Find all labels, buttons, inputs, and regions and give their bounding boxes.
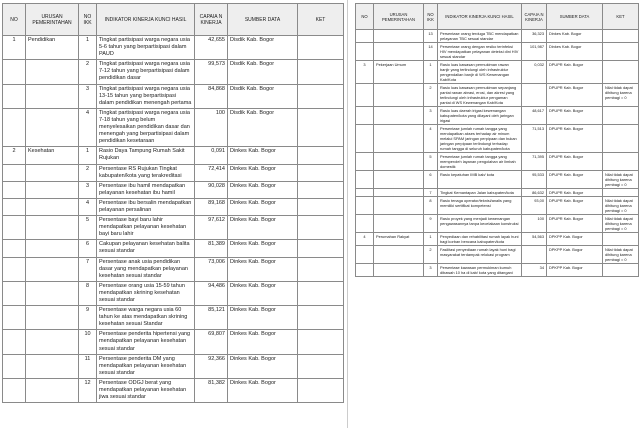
row-sumber: Dinkes Kab. Bogor [228,216,298,240]
row-sumber: Dinkes Kab. Bogor [228,257,298,281]
row-ikk: 6 [79,240,97,257]
row-indikator: Persentase warga negara usia 60 tahun ke atas mendapatkan skrining kesehatan sesuai Standar [97,306,195,330]
row-capaian: 95,533 [522,171,547,189]
row-no: 2 [3,147,26,164]
table-row [3,84,344,108]
table-row [3,164,344,181]
table-row [356,43,639,61]
row-ikk: 2 [424,246,438,264]
row-sumber: Disdik Kab. Bogor [228,84,298,108]
row-urusan [26,108,79,146]
row-ket [603,43,639,61]
row-indikator: Persentase jumlah rumah tangga yang mendapatkan akses terhadap air minum melalui SPAM jaringan perpipaan dan bukan jaringan perpipaan terlindungi terhadap rumah tangga di seluruh kabupaten/kota [438,125,522,153]
row-urusan: Pekerjaan Umum [374,61,424,84]
row-indikator: Rasio luas kawasan permukiman rawan banjir yang terlindungi oleh infrastruktur pengendalian banjir di WS Kewenangan Kab/Kota [438,61,522,84]
table-row [356,264,639,277]
row-urusan [374,264,424,277]
row-urusan [374,246,424,264]
row-indikator: Persentase bayi baru lahir mendapatkan pelayanan kesehatan bayi baru lahir [97,216,195,240]
row-ikk: 8 [79,281,97,305]
page-divider [347,0,348,428]
row-capaian: 42,655 [195,36,228,60]
row-indikator: Tingkat partisipasi warga negara usia 5-6 tahun yang berpartisipasi dalam PAUD [97,36,195,60]
row-capaian: 54,563 [522,233,547,246]
row-urusan: Perumahan Rakyat [374,233,424,246]
header-capaian: CAPAIA N KINERJA [195,4,228,36]
row-no [356,84,374,107]
row-no [3,181,26,198]
row-urusan [26,240,79,257]
row-indikator: Persentase ibu bersalin mendapatkan pelayanan persalinan [97,198,195,215]
row-urusan [26,84,79,108]
row-no [356,215,374,233]
row-urusan [26,257,79,281]
row-sumber: DPUPR Kab. Bogor [547,197,603,215]
header-ket: KET [603,4,639,30]
row-capaian: 81,382 [195,378,228,402]
row-no: 4 [356,233,374,246]
row-urusan [374,30,424,43]
table-row [356,197,639,215]
header-no-ikk: NO IKK [424,4,438,30]
row-sumber: Dinkes Kab. Bogor [228,181,298,198]
row-ikk: 9 [424,215,438,233]
row-capaian [522,84,547,107]
row-no [3,354,26,378]
row-ikk: 7 [424,189,438,197]
row-indikator: Persentase kawasan permukiman kumuh dibawah 10 ha di kab/ kota yang ditangani [438,264,522,277]
row-capaian: 86,632 [522,189,547,197]
row-ket [298,330,344,354]
row-indikator: Fasilitasi penyediaan rumah layak huni bagi masyarakat terdampak relokasi program [438,246,522,264]
table-row [3,108,344,146]
row-ikk: 1 [79,36,97,60]
row-urusan [26,198,79,215]
row-capaian: 71,513 [522,125,547,153]
row-ikk: 3 [79,181,97,198]
row-sumber: DPUPR Kab. Bogor [547,215,603,233]
row-ikk: 2 [79,164,97,181]
row-ket [298,181,344,198]
row-sumber: DPKPP Kab. Bogor [547,264,603,277]
row-capaian: 90,028 [195,181,228,198]
row-ket [298,108,344,146]
row-ikk: 14 [424,43,438,61]
row-ikk: 1 [79,147,97,164]
row-ikk: 13 [424,30,438,43]
row-indikator: Rasio luas kawasan permukiman sepanjang pantai rawan abrasi, erosi, dan akresi yang terlindungi oleh infrastruktur pengaman pantai di WS Kewenangan Kab/Kota [438,84,522,107]
row-urusan [26,306,79,330]
row-capaian: 94,486 [195,281,228,305]
row-capaian: 81,389 [195,240,228,257]
row-ikk: 3 [79,84,97,108]
row-indikator: Persentase anak usia pendidikan dasar yang mendapatkan pelayanan kesehatan sesuai standar [97,257,195,281]
row-ket [603,264,639,277]
row-urusan [374,125,424,153]
row-sumber: DPUPR Kab. Bogor [547,171,603,189]
row-sumber: DPUPR Kab. Bogor [547,107,603,125]
table-row [356,246,639,264]
row-no [3,216,26,240]
table-row [3,181,344,198]
header-urusan: URUSAN PEMERINTAHAN [374,4,424,30]
table-row [3,240,344,257]
row-indikator: Persentase ibu hamil mendapatkan pelayanan kesehatan ibu hamil [97,181,195,198]
row-ikk: 1 [424,61,438,84]
row-sumber: Disdik Kab. Bogor [228,108,298,146]
row-sumber: Dinkes Kab. Bogor [228,378,298,402]
table-row [3,281,344,305]
table-row [356,84,639,107]
table-row [3,257,344,281]
row-urusan [26,281,79,305]
row-ikk: 7 [79,257,97,281]
table-row [356,171,639,189]
row-urusan [374,171,424,189]
kinerja-table-left [2,3,344,403]
row-sumber: Disdik Kab. Bogor [228,36,298,60]
row-ikk: 9 [79,306,97,330]
row-ket [298,164,344,181]
row-sumber: DPUPR Kab. Bogor [547,84,603,107]
row-no [3,198,26,215]
row-ket: Nilai tidak dapat dihitung karena pembagi = 0 [603,246,639,264]
row-indikator: Rasio Daya Tampung Rumah Sakit Rujukan [97,147,195,164]
row-capaian: 97,612 [195,216,228,240]
row-indikator: Persentase orang dengan resiko terinfeksi HIV mendapatkan pelayanan deteksi dini HIV sesuai standar [438,43,522,61]
row-no [356,30,374,43]
header-indikator: INDIKATOR KINERJA KUNCI HASIL [97,4,195,36]
row-capaian: 84,868 [195,84,228,108]
row-indikator: Persentase jumlah rumah tangga yang memperoleh layanan pengolahan air limbah domestik [438,153,522,171]
row-urusan [26,60,79,84]
header-sumber: SUMBER DATA [547,4,603,30]
row-ket [298,216,344,240]
row-urusan [374,197,424,215]
row-ikk: 4 [79,198,97,215]
row-ket [298,84,344,108]
row-indikator: Persentase penderita DM yang mendapatkan pelayanan kesehatan sesuai standar [97,354,195,378]
row-urusan [374,215,424,233]
row-urusan [26,164,79,181]
row-no [356,153,374,171]
row-ikk: 4 [79,108,97,146]
row-capaian: 100 [522,215,547,233]
row-no [3,257,26,281]
table-header-row [356,4,639,30]
row-sumber: Dinkes Kab. Bogor [228,330,298,354]
row-indikator: Persentase RS Rujukan Tingkat kabupaten/kota yang terakreditasi [97,164,195,181]
row-indikator: Cakupan pelayanan kesehatan balita sesuai standar [97,240,195,257]
row-indikator: Tingkat partisipasi warga negara usia 13-15 tahun yang berpartisipasi dalam pendidikan menengah pertama [97,84,195,108]
row-ket [298,306,344,330]
header-sumber: SUMBER DATA [228,4,298,36]
row-urusan [374,84,424,107]
row-no [3,108,26,146]
row-ikk: 8 [424,197,438,215]
row-no [356,264,374,277]
row-indikator: Rasio proyek yang menjadi kewenangan pengawasannya tanpa kecelakaan konstruksi [438,215,522,233]
row-ket [603,107,639,125]
row-sumber: DPUPR Kab. Bogor [547,189,603,197]
row-ket [603,61,639,84]
row-urusan [374,153,424,171]
row-no [3,281,26,305]
row-ket [603,189,639,197]
row-ikk: 4 [424,125,438,153]
row-capaian: 34 [522,264,547,277]
row-capaian: 72,414 [195,164,228,181]
row-ket [603,30,639,43]
row-sumber: Dinkes Kab. Bogor [547,43,603,61]
table-row [356,30,639,43]
table-header-row [3,4,344,36]
table-row [3,36,344,60]
header-no: NO [356,4,374,30]
table-row [356,125,639,153]
table-row [3,306,344,330]
row-capaian: 92,366 [195,354,228,378]
row-indikator: Rasio luas daerah irigasi kewenangan kabupaten/kota yang dilayani oleh jaringan irigasi [438,107,522,125]
row-sumber: Dinkes Kab. Bogor [228,164,298,181]
row-sumber: Dinkes Kab. Bogor [228,240,298,257]
kinerja-table-right [355,3,639,277]
header-no: NO [3,4,26,36]
row-indikator: Persentase penderita hipertensi yang mendapatkan pelayanan kesehatan sesuai standar [97,330,195,354]
row-ket [298,36,344,60]
table-row [3,216,344,240]
table-row [3,198,344,215]
row-sumber: Dinkes Kab. Bogor [228,198,298,215]
row-ikk: 12 [79,378,97,402]
row-no: 3 [356,61,374,84]
row-ket: Nilai tidak dapat dihitung karena pembagi = 0 [603,197,639,215]
row-sumber: DPKPP Kab. Bogor [547,233,603,246]
row-sumber: Dinkes Kab. Bogor [228,354,298,378]
row-urusan [26,216,79,240]
row-capaian: 93,00 [522,197,547,215]
row-no [356,197,374,215]
row-sumber: Dinkes Kab. Bogor [228,306,298,330]
row-no [3,330,26,354]
row-no [356,125,374,153]
row-ket [298,198,344,215]
row-capaian: 73,006 [195,257,228,281]
row-no [3,378,26,402]
row-no [356,107,374,125]
row-ket [298,257,344,281]
row-no: 1 [3,36,26,60]
row-no [3,164,26,181]
table-row [356,61,639,84]
row-ikk: 10 [79,330,97,354]
row-no [356,43,374,61]
row-indikator: Rasio tenaga operator/teknisi/analis yang memiliki sertifikat kompetensi [438,197,522,215]
row-ikk: 3 [424,107,438,125]
row-indikator: Tingkat Kemantapan Jalan kabupaten/kota [438,189,522,197]
row-urusan [26,181,79,198]
row-urusan [374,107,424,125]
row-ket [298,60,344,84]
row-sumber: Dinkes Kab. Bogor [228,147,298,164]
row-ket [603,153,639,171]
row-indikator: Rasio kepatuhan IMB kab/ kota [438,171,522,189]
row-ikk: 11 [79,354,97,378]
row-sumber: DPUPR Kab. Bogor [547,61,603,84]
row-capaian: 89,168 [195,198,228,215]
row-sumber: DPUPR Kab. Bogor [547,153,603,171]
row-ket [298,378,344,402]
row-urusan [374,43,424,61]
row-capaian: 0,032 [522,61,547,84]
table-row [3,354,344,378]
row-sumber: Disdik Kab. Bogor [228,60,298,84]
row-capaian: 48,617 [522,107,547,125]
row-ket [298,281,344,305]
row-no [356,171,374,189]
row-indikator: Tingkat partisipasi warga negara usia 7-18 tahun yang belum menyelesaikan pendidikan dasar dan menengah yang berpartisipasi dalam pendidikan kesetaraan [97,108,195,146]
row-indikator: Persentase orang usia 15-59 tahun mendapatkan skrining kesehatan sesuai standar [97,281,195,305]
header-indikator: INDIKATOR KINERJA KUNCI HASIL [438,4,522,30]
table-row [356,189,639,197]
row-ikk: 5 [79,216,97,240]
row-ikk: 5 [424,153,438,171]
row-sumber: DPUPR Kab. Bogor [547,125,603,153]
table-row [3,378,344,402]
row-ket: Nilai tidak dapat dihitung karena pembagi = 0 [603,171,639,189]
row-capaian: 99,573 [195,60,228,84]
row-urusan [26,378,79,402]
row-urusan [26,330,79,354]
row-indikator: Penyediaan dan rehabilitasi rumah layak huni bagi korban bencana kabupaten/kota [438,233,522,246]
table-row [356,233,639,246]
row-sumber: Dinkes Kab. Bogor [547,30,603,43]
row-no [356,189,374,197]
row-urusan: Kesehatan [26,147,79,164]
row-capaian: 101,987 [522,43,547,61]
row-no [356,246,374,264]
row-ikk: 2 [424,84,438,107]
row-capaian: 71,395 [522,153,547,171]
row-ikk: 1 [424,233,438,246]
table-row [3,60,344,84]
row-ikk: 6 [424,171,438,189]
table-row [3,147,344,164]
row-no [3,60,26,84]
row-ket [603,125,639,153]
row-ket [298,147,344,164]
row-capaian: 0,091 [195,147,228,164]
table-row [3,330,344,354]
table-row [356,107,639,125]
row-urusan [374,189,424,197]
header-ket: KET [298,4,344,36]
row-no [3,306,26,330]
header-capaian: CAPAIA N KINERJA [522,4,547,30]
row-sumber: DPKPP Kab. Bogor [547,246,603,264]
header-urusan: URUSAN PEMERINTAHAN [26,4,79,36]
row-ikk: 2 [79,60,97,84]
row-capaian [522,246,547,264]
row-ikk: 3 [424,264,438,277]
row-indikator: Persentase orang terduga TBC mendapatkan pelayanan TBC sesuai standar [438,30,522,43]
row-no [3,84,26,108]
header-no-ikk: NO IKK [79,4,97,36]
row-capaian: 85,121 [195,306,228,330]
row-capaian: 69,807 [195,330,228,354]
row-urusan: Pendidikan [26,36,79,60]
row-ket: Nilai tidak dapat dihitung karena pembagi = 0 [603,215,639,233]
row-indikator: Persentase ODGJ berat yang mendapatkan pelayanan kesehatan jiwa sesuai standar [97,378,195,402]
row-indikator: Tingkat partisipasi warga negara usia 7-12 tahun yang berpartisipasi dalam pendidikan dasar [97,60,195,84]
row-capaian: 100 [195,108,228,146]
table-row [356,153,639,171]
row-ket: Nilai tidak dapat dihitung karena pembagi = 0 [603,84,639,107]
table-row [356,215,639,233]
row-ket [603,233,639,246]
row-no [3,240,26,257]
row-capaian: 36,323 [522,30,547,43]
row-urusan [26,354,79,378]
row-sumber: Dinkes Kab. Bogor [228,281,298,305]
row-ket [298,240,344,257]
row-ket [298,354,344,378]
